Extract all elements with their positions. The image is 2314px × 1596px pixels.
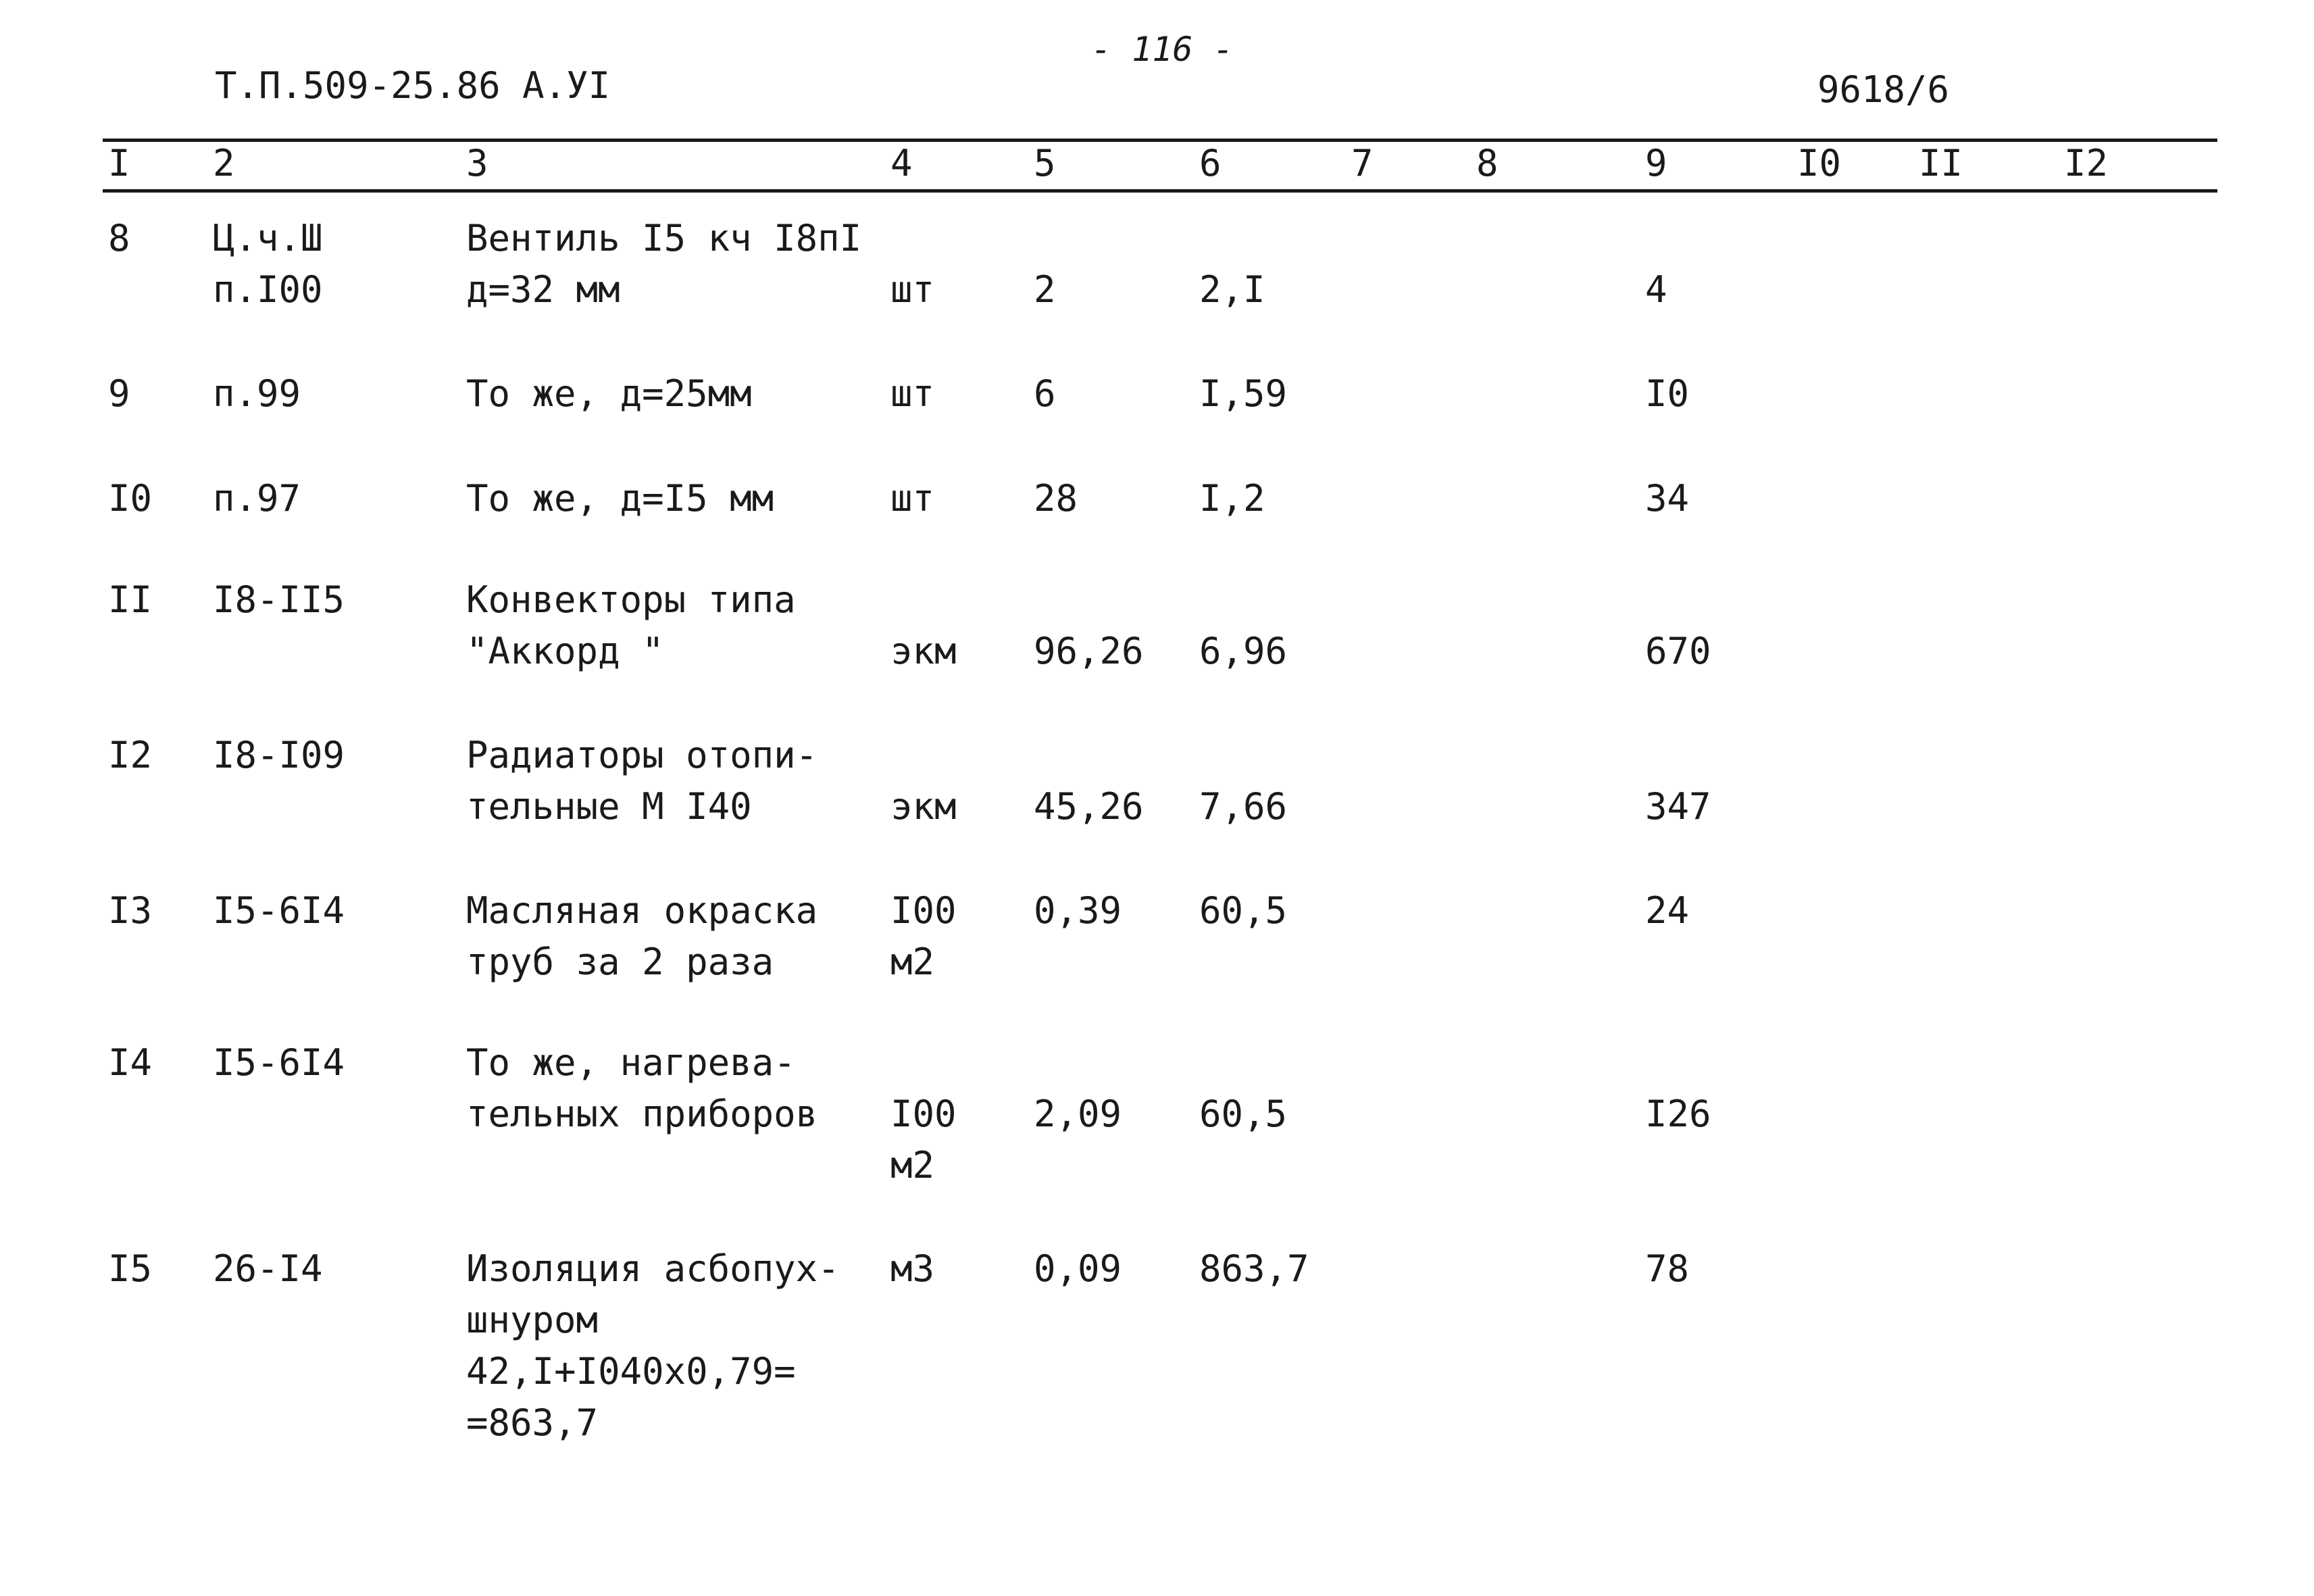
- cell-unit: I00: [890, 1093, 957, 1135]
- cell-name: шнуром: [466, 1299, 599, 1341]
- cell-total: 34: [1645, 477, 1690, 520]
- cell-qty: 0,09: [1034, 1247, 1122, 1290]
- cell-unit: I00: [890, 889, 957, 932]
- cell-total: 670: [1645, 630, 1711, 672]
- cell-name: То же, д=25мм: [466, 372, 752, 415]
- cell-qty: 96,26: [1034, 630, 1144, 672]
- page-number: - 116 -: [1091, 30, 1234, 69]
- column-header-10: I0: [1797, 142, 1842, 184]
- cell-rate: 7,66: [1199, 785, 1288, 828]
- cell-qty: 45,26: [1034, 785, 1144, 828]
- cell-num: I4: [108, 1041, 153, 1084]
- cell-unit: экм: [890, 785, 957, 828]
- cell-total: I0: [1645, 372, 1690, 415]
- cell-name: "Аккорд ": [466, 630, 664, 672]
- cell-qty: 0,39: [1034, 889, 1122, 932]
- cell-name: д=32 мм: [466, 268, 620, 311]
- column-header-6: 6: [1199, 142, 1222, 184]
- column-header-12: I2: [2064, 142, 2109, 184]
- cell-qty: 2: [1034, 268, 1056, 311]
- column-header-5: 5: [1034, 142, 1056, 184]
- table-top-rule: [103, 139, 2217, 142]
- cell-code: I5-6I4: [213, 889, 345, 932]
- column-header-11: II: [1919, 142, 1963, 184]
- cell-rate: 2,I: [1199, 268, 1265, 311]
- column-header-9: 9: [1645, 142, 1667, 184]
- cell-unit: м2: [890, 941, 935, 983]
- column-header-4: 4: [890, 142, 913, 184]
- cell-code: I8-II5: [213, 578, 345, 621]
- cell-num: I3: [108, 889, 153, 932]
- cell-num: I0: [108, 477, 153, 520]
- cell-num: I5: [108, 1247, 153, 1290]
- cell-total: 24: [1645, 889, 1690, 932]
- cell-num: II: [108, 578, 153, 621]
- cell-unit: экм: [890, 630, 957, 672]
- cell-unit: шт: [890, 477, 935, 520]
- column-header-7: 7: [1351, 142, 1374, 184]
- table-header-rule: [103, 189, 2217, 193]
- cell-name: 42,I+I040x0,79=: [466, 1350, 796, 1393]
- cell-name: Вентиль I5 кч I8пI: [466, 217, 862, 259]
- document-code: Т.П.509-25.86 А.УI: [215, 64, 611, 107]
- cell-name: Изоляция асбопух-: [466, 1247, 840, 1290]
- column-header-3: 3: [466, 142, 488, 184]
- cell-code: Ц.ч.Ш: [213, 217, 323, 259]
- cell-code: п.99: [213, 372, 301, 415]
- cell-rate: 863,7: [1199, 1247, 1309, 1290]
- cell-name: тельных приборов: [466, 1093, 818, 1135]
- cell-code: I8-I09: [213, 734, 345, 776]
- cell-code: п.I00: [213, 268, 323, 311]
- cell-qty: 6: [1034, 372, 1056, 415]
- cell-rate: 60,5: [1199, 889, 1288, 932]
- column-header-8: 8: [1476, 142, 1499, 184]
- cell-name: труб за 2 раза: [466, 941, 774, 983]
- cell-rate: 60,5: [1199, 1093, 1288, 1135]
- cell-name: Масляная окраска: [466, 889, 818, 932]
- cell-name: Радиаторы отопи-: [466, 734, 818, 776]
- cell-rate: I,59: [1199, 372, 1288, 415]
- cell-rate: 6,96: [1199, 630, 1288, 672]
- cell-num: 9: [108, 372, 130, 415]
- sheet-reference: 9618/6: [1817, 68, 1950, 111]
- cell-qty: 28: [1034, 477, 1078, 520]
- cell-rate: I,2: [1199, 477, 1265, 520]
- cell-unit: шт: [890, 372, 935, 415]
- cell-unit: м2: [890, 1144, 935, 1187]
- cell-unit: м3: [890, 1247, 935, 1290]
- cell-name: То же, нагрева-: [466, 1041, 796, 1084]
- cell-num: 8: [108, 217, 130, 259]
- cell-total: 4: [1645, 268, 1667, 311]
- cell-name: Конвекторы типа: [466, 578, 796, 621]
- cell-code: п.97: [213, 477, 301, 520]
- cell-total: 78: [1645, 1247, 1690, 1290]
- column-header-2: 2: [213, 142, 235, 184]
- cell-total: I26: [1645, 1093, 1711, 1135]
- cell-unit: шт: [890, 268, 935, 311]
- cell-name: То же, д=I5 мм: [466, 477, 774, 520]
- column-header-1: I: [108, 142, 130, 184]
- cell-qty: 2,09: [1034, 1093, 1122, 1135]
- cell-name: =863,7: [466, 1401, 599, 1444]
- cell-name: тельные М I40: [466, 785, 752, 828]
- cell-code: I5-6I4: [213, 1041, 345, 1084]
- cell-num: I2: [108, 734, 153, 776]
- cell-total: 347: [1645, 785, 1711, 828]
- cell-code: 26-I4: [213, 1247, 323, 1290]
